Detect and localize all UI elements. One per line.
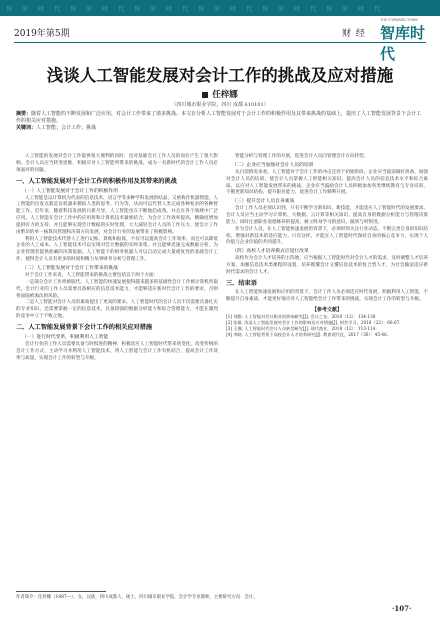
paragraph: 高校作为会计人才培养的主阵地，应当根据人工智能时代对会计人才的需求，及时调整人才培养方案，加强信息技术类课程的设置，培养既懂会计又懂信息技术的复合型人才，为社会输送适应新时代需求的会计人才。 [226, 256, 428, 275]
section-heading-2: 二、人工智能发展背景下会计工作的相关应对措施 [16, 323, 153, 331]
paragraph: 二是人工智能对会计人员的素质提出了更高的要求。人工智能时代的会计人员不仅需要具备扎实的专业知识，还需要掌握一定的信息技术，具备较强的数据分析能力和综合管理能力，才能在激烈的竞争中立于不败之地。 [16, 300, 218, 320]
keywords-label: 关键词： [16, 125, 37, 132]
intro-paragraph: 人工智能的发展对会计工作提供很大便利的同时，也对基础会计工作人员的岗位产生了很大影响。会计人员应当转变思维，积极应对人工智能所带来的挑战，成为一名新时代的会计工作人员必须面对的问题。 [16, 154, 218, 173]
paragraph: 在人工智能快速发展和应用的背景下，会计工作人员必须适应时代发展，积极利用人工智能，不断提升自身素质，才能更好地应对人工智能给会计工作带来的挑战，实现会计工作的转型与升级。 [226, 289, 428, 302]
subheading-2-4: （四）高校人才培养模式应进行改革 [232, 249, 309, 255]
header-rule [14, 42, 426, 43]
journal-logo [370, 18, 430, 63]
paragraph: 对于会计工作来说，人工智能带来的挑战主要包括以下两个方面： [25, 272, 159, 278]
reference-item: [4] 李晓. 人工智能背景下高校会计人才培养研究[J]. 教育现代化，2017（36）：45-46. [226, 332, 389, 338]
keywords [16, 125, 424, 132]
issue-label: 2019年第5期 [14, 29, 70, 39]
subheading-2-2: （二）企业应当加强对会计人员的培训 [232, 162, 314, 168]
subheading-1-2: （二）人工智能发展对于会计工作带来的挑战 [22, 265, 118, 271]
paragraph: 一是部分会计工作将被取代。人工智能的快速发展使得越来越多的基础性会计工作被计算机所取代。会计行业的工作人员需要具备相应的信息技术能力，才能够适应新时代会计工作的要求，否则将面临被淘汰的风险。 [16, 279, 218, 299]
header-band-pattern: 智库时代智库时代智库时代智库时代智库时代智库时代 [6, 6, 391, 13]
section-heading-3: 三、结束语 [226, 279, 257, 287]
author-name: 任梓娜 [212, 90, 238, 100]
references-heading: 【参考文献】 [311, 306, 342, 313]
subheading-2-3: （三）提升会计人员自身素质 [232, 199, 295, 205]
author-line [0, 88, 440, 100]
abstract-label: 摘要： [16, 111, 32, 117]
keywords-text: 人工智能；会计工作；挑战 [36, 125, 97, 132]
page-number: ·107· [392, 604, 412, 613]
section-heading-1: 一、人工智能发展对于会计工作的积极作用及其带来的挑战 [16, 177, 177, 185]
header-band [0, 0, 440, 16]
reference-item: [1] 刘勤. 人工智能对会计职业的影响研究[J]. 会计之友，2018（12）：134-138. [226, 314, 377, 320]
abstract-text: 随着人工智能的不断发展和广泛应用，对会计工作带来了诸多挑战。本文在分析人工智能发展对于会计工作的积极作用及其带来挑战的基础上，提出了人工智能发展背景下会计工作的相关应对措施。 [16, 111, 422, 125]
author-footnote: 作者简介：任梓娜（1987—），女，汉族，四川成都人，硕士，四川城市职业学院，会计学专业教师，主要研究方向：会计。 [16, 595, 258, 600]
paragraph: 智能分析与管理工作的开展，促进会计人员向管理会计方向转型。 [235, 154, 369, 159]
subheading-1-1: （一）人工智能发展对于会计工作的积极作用 [22, 188, 118, 194]
reference-item: [2] 张敏. 浅谈人工智能发展对会计工作的影响及应对措施[J]. 财会学习，2018（22）：66-67. [226, 320, 401, 326]
paragraph: 利用人工智能技术代替人工进行记账、算账和报账，不仅可以提高会计工作效率，而且可以降低企业的人工成本。人工智能技术可以实现对会计数据的实时采集，并且能够迅速完成数据分析，为企业管理者提供准确的决策依据。人工智能下的财务机器人可以自动完成大量重复性的基础会计工作，使得会计人员有更多的时间和精力从事财务分析与管理工作。 [16, 236, 218, 263]
abstract [16, 111, 424, 125]
logo-text: 智库时代 [380, 24, 426, 63]
section-label: 财 经 [342, 29, 366, 39]
abstract-block [16, 111, 424, 133]
paragraph: 会计工作人员必须认识到，只有不断学习新知识、新技能，才能适应人工智能时代的发展要求。会计人员应当主动学习计算机、大数据、云计算等相关知识，提高自身的数据分析能力与管理决策能力，同时注重职业道德修养的提高，树立终身学习的意识，做到与时俱进。 [226, 206, 428, 225]
affiliation: （四川城市职业学院，四川 成都 610101） [171, 102, 269, 108]
article-title: 浅谈人工智能发展对会计工作的挑战及应对措施 [46, 66, 394, 85]
footnote-rule [16, 591, 106, 592]
logo-small-text: THE FORWARD THINK [380, 18, 418, 22]
paragraph: 从目前情况来看，人工智能对于会计工作的冲击还处于初始阶段，企业应当提前做好准备，加强对会计人员的培训，使会计人员掌握人工智能相关知识，提高会计人员的信息技术水平和综合素质，以应对人工智能发展带来的挑战。企业应当鼓励会计人员积极参加各类继续教育与专业培训，不断更新知识结构，提升职业能力，促进会计工作顺利开展。 [226, 169, 428, 196]
left-column [16, 154, 218, 362]
subheading-2-1: （一）进行时代变革，积极利用人工智能 [22, 334, 109, 340]
paragraph: 人工智能是以计算机为代表的信息技术，语言学等多种学科发展的结晶，又被称作机器智能。人工智能的出发点就是以机器来模拟人类的思考、行为等，从而可以代替人类完成各种复杂的各种智能工作。近年来，随着科技发展的日新月异，人工智能也在不断地趋成熟，并且在各个领域中广泛应用。人工智能在会计工作中的应用将和计算机技术紧密结合，为会计工作效率提高、精确度增加提供有力的支持，并且能够实现会计数据的实时处理，大大减轻会计人员的工作压力，使会计工作由繁杂的单一核算向管理和决策方向发展，对会计行业的发展带来了积极影响。 [16, 195, 218, 235]
reference-item: [3] 王娜. 人工智能时代会计人员转型研究[J]. 现代商业，2018（12）：113-114. [226, 326, 377, 332]
right-column [226, 154, 428, 338]
author-marker-icon [202, 92, 208, 98]
paragraph: 会计行业的工作人员需要具备与时俱进的精神，积极适应人工智能时代带来的变化，改变传统的会计工作方式，主动学习并利用人工智能技术，将人工智能与会计工作有机结合，提高会计工作效率与质量，实现会计工作的转型与升级。 [16, 341, 218, 361]
paragraph: 作为会计人员，在人工智能快速发展的背景下，必须时刻关注行业动态，不断完善自身的知识结构，增强对新技术的适应能力。只有这样，才能在人工智能时代保持自身的核心竞争力，实现个人价值与企业价值的共同提升。 [226, 226, 428, 246]
